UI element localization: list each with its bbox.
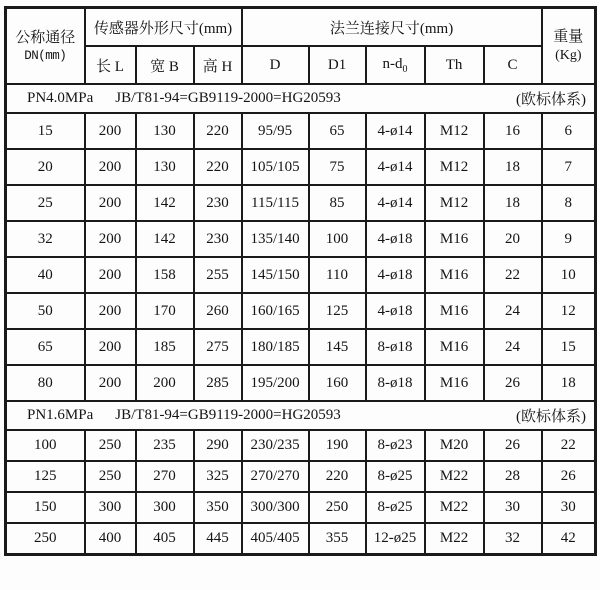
table-cell: 18 bbox=[484, 185, 542, 221]
table-cell: 12-ø25 bbox=[366, 523, 425, 555]
header-weight-unit: (Kg) bbox=[555, 48, 582, 63]
table-cell: 125 bbox=[309, 293, 366, 329]
table-cell: 235 bbox=[136, 430, 194, 461]
header-c: C bbox=[484, 46, 542, 84]
section-pn16-rows bbox=[6, 430, 596, 555]
table-cell: 170 bbox=[136, 293, 194, 329]
table-cell: 8-ø25 bbox=[366, 492, 425, 523]
table-cell: 180/185 bbox=[242, 329, 309, 365]
table-cell: M20 bbox=[425, 430, 484, 461]
table-cell: 130 bbox=[136, 113, 194, 149]
table-cell: 7 bbox=[542, 149, 596, 185]
table-cell: 30 bbox=[542, 492, 596, 523]
table-cell: 185 bbox=[136, 329, 194, 365]
table-cell: 250 bbox=[309, 492, 366, 523]
table-cell: 195/200 bbox=[242, 365, 309, 401]
table-cell: 80 bbox=[6, 365, 85, 401]
table-cell: 270/270 bbox=[242, 461, 309, 492]
header-dn-title: 公称通径 bbox=[15, 30, 76, 46]
table-cell: M12 bbox=[425, 113, 484, 149]
table-cell: 28 bbox=[484, 461, 542, 492]
table-cell: 220 bbox=[194, 113, 242, 149]
table-cell: 250 bbox=[85, 461, 136, 492]
table-cell: 145/150 bbox=[242, 257, 309, 293]
table-cell: M22 bbox=[425, 461, 484, 492]
table-cell: 115/115 bbox=[242, 185, 309, 221]
table-cell: 10 bbox=[542, 257, 596, 293]
header-sensor-group: 传感器外形尺寸(mm) bbox=[85, 8, 242, 47]
section-pn-label: PN1.6MPa bbox=[27, 407, 94, 423]
table-cell: 50 bbox=[6, 293, 85, 329]
table-cell: 24 bbox=[484, 329, 542, 365]
header-flange-group: 法兰连接尺寸(mm) bbox=[242, 8, 542, 47]
table-cell: 130 bbox=[136, 149, 194, 185]
table-cell: 22 bbox=[484, 257, 542, 293]
table-cell: 220 bbox=[194, 149, 242, 185]
table-cell: M22 bbox=[425, 492, 484, 523]
table-cell: 230 bbox=[194, 185, 242, 221]
header-subcol-row bbox=[6, 46, 596, 84]
table-cell: 4-ø14 bbox=[366, 113, 425, 149]
section-note: (欧标体系) bbox=[516, 409, 587, 425]
table-cell: 8-ø18 bbox=[366, 329, 425, 365]
table-cell: 350 bbox=[194, 492, 242, 523]
table-cell: M22 bbox=[425, 523, 484, 555]
table-cell: 75 bbox=[309, 149, 366, 185]
table-cell: 230/235 bbox=[242, 430, 309, 461]
table-cell: 325 bbox=[194, 461, 242, 492]
table-cell: 250 bbox=[85, 430, 136, 461]
table-cell: 200 bbox=[85, 329, 136, 365]
table-cell: 160 bbox=[309, 365, 366, 401]
table-cell: 85 bbox=[309, 185, 366, 221]
table-cell: 200 bbox=[85, 293, 136, 329]
section-cell bbox=[6, 84, 596, 113]
table-cell: 300 bbox=[136, 492, 194, 523]
table-cell: 200 bbox=[85, 113, 136, 149]
table-cell: 8-ø18 bbox=[366, 365, 425, 401]
table-cell: M16 bbox=[425, 293, 484, 329]
table-header bbox=[6, 8, 596, 85]
table-cell: 4-ø14 bbox=[366, 185, 425, 221]
table-cell: 260 bbox=[194, 293, 242, 329]
table-cell: 200 bbox=[85, 365, 136, 401]
table-cell: 160/165 bbox=[242, 293, 309, 329]
section-inner bbox=[7, 88, 594, 109]
table-cell: 405 bbox=[136, 523, 194, 555]
table-cell: 26 bbox=[484, 365, 542, 401]
table-cell: 270 bbox=[136, 461, 194, 492]
table-cell: 100 bbox=[6, 430, 85, 461]
table-cell: 15 bbox=[6, 113, 85, 149]
section-cell bbox=[6, 401, 596, 430]
section-pn16-header bbox=[6, 401, 596, 430]
section-standard: JB/T81-94=GB9119-2000=HG20593 bbox=[115, 407, 341, 423]
table-cell: 4-ø18 bbox=[366, 293, 425, 329]
table-cell: 8-ø25 bbox=[366, 461, 425, 492]
table-cell: M12 bbox=[425, 149, 484, 185]
header-width: 宽 B bbox=[136, 46, 194, 84]
table-cell: 15 bbox=[542, 329, 596, 365]
table-cell: 200 bbox=[85, 257, 136, 293]
table-cell: 110 bbox=[309, 257, 366, 293]
table-cell: M16 bbox=[425, 221, 484, 257]
table-row bbox=[6, 492, 596, 523]
section-pn40-rows bbox=[6, 113, 596, 401]
table-cell: 8-ø23 bbox=[366, 430, 425, 461]
table-cell: M12 bbox=[425, 185, 484, 221]
section-pn-label: PN4.0MPa bbox=[27, 90, 94, 106]
table-cell: 16 bbox=[484, 113, 542, 149]
table-row bbox=[6, 365, 596, 401]
table-cell: 32 bbox=[484, 523, 542, 555]
table-row bbox=[6, 293, 596, 329]
table-cell: 25 bbox=[6, 185, 85, 221]
table-cell: 290 bbox=[194, 430, 242, 461]
table-cell: 30 bbox=[484, 492, 542, 523]
table-row bbox=[6, 185, 596, 221]
table-cell: 8 bbox=[542, 185, 596, 221]
table-cell: M16 bbox=[425, 365, 484, 401]
table-cell: 445 bbox=[194, 523, 242, 555]
table-cell: M16 bbox=[425, 257, 484, 293]
table-cell: 95/95 bbox=[242, 113, 309, 149]
table-cell: 26 bbox=[542, 461, 596, 492]
section-standard: JB/T81-94=GB9119-2000=HG20593 bbox=[115, 90, 341, 106]
header-group-row bbox=[6, 8, 596, 47]
table-row bbox=[6, 257, 596, 293]
table-row bbox=[6, 430, 596, 461]
table-row bbox=[6, 113, 596, 149]
table-cell: 255 bbox=[194, 257, 242, 293]
table-cell: 145 bbox=[309, 329, 366, 365]
header-dn bbox=[6, 8, 85, 85]
table-cell: 285 bbox=[194, 365, 242, 401]
header-th: Th bbox=[425, 46, 484, 84]
table-cell: 4-ø18 bbox=[366, 221, 425, 257]
header-nd0-sub: 0 bbox=[402, 63, 408, 75]
table-cell: 135/140 bbox=[242, 221, 309, 257]
table-cell: 105/105 bbox=[242, 149, 309, 185]
table-cell: 6 bbox=[542, 113, 596, 149]
table-cell: 230 bbox=[194, 221, 242, 257]
header-weight bbox=[542, 8, 596, 85]
table-cell: 405/405 bbox=[242, 523, 309, 555]
table-cell: 26 bbox=[484, 430, 542, 461]
section-pn40-header bbox=[6, 84, 596, 113]
table-cell: 300/300 bbox=[242, 492, 309, 523]
header-nd0-base: n-d bbox=[382, 55, 403, 72]
table-cell: 4-ø18 bbox=[366, 257, 425, 293]
table-cell: 42 bbox=[542, 523, 596, 555]
table-cell: 355 bbox=[309, 523, 366, 555]
table-cell: 200 bbox=[85, 149, 136, 185]
table-cell: 22 bbox=[542, 430, 596, 461]
table-cell: 40 bbox=[6, 257, 85, 293]
table-cell: 400 bbox=[85, 523, 136, 555]
table-cell: 24 bbox=[484, 293, 542, 329]
table-cell: 275 bbox=[194, 329, 242, 365]
table-cell: 18 bbox=[484, 149, 542, 185]
table-cell: 150 bbox=[6, 492, 85, 523]
table-cell: 18 bbox=[542, 365, 596, 401]
table-cell: M16 bbox=[425, 329, 484, 365]
table-cell: 158 bbox=[136, 257, 194, 293]
table-cell: 200 bbox=[85, 221, 136, 257]
header-dn-unit: DN(mm) bbox=[24, 49, 67, 63]
table-row bbox=[6, 149, 596, 185]
table-row bbox=[6, 461, 596, 492]
table-row bbox=[6, 329, 596, 365]
table-cell: 142 bbox=[136, 221, 194, 257]
header-weight-title: 重量 bbox=[553, 29, 584, 45]
table-cell: 20 bbox=[6, 149, 85, 185]
table-cell: 142 bbox=[136, 185, 194, 221]
header-height: 高 H bbox=[194, 46, 242, 84]
table-cell: 300 bbox=[85, 492, 136, 523]
table-cell: 200 bbox=[85, 185, 136, 221]
table-row bbox=[6, 523, 596, 555]
table-cell: 65 bbox=[6, 329, 85, 365]
table-cell: 20 bbox=[484, 221, 542, 257]
spec-table bbox=[4, 6, 597, 556]
table-cell: 190 bbox=[309, 430, 366, 461]
table-cell: 200 bbox=[136, 365, 194, 401]
section-row bbox=[6, 401, 596, 430]
header-length: 长 L bbox=[85, 46, 136, 84]
section-row bbox=[6, 84, 596, 113]
header-d1: D1 bbox=[309, 46, 366, 84]
table-cell: 32 bbox=[6, 221, 85, 257]
table-row bbox=[6, 221, 596, 257]
table-cell: 12 bbox=[542, 293, 596, 329]
table-cell: 250 bbox=[6, 523, 85, 555]
table-cell: 4-ø14 bbox=[366, 149, 425, 185]
table-cell: 125 bbox=[6, 461, 85, 492]
header-d: D bbox=[242, 46, 309, 84]
header-nd0 bbox=[366, 46, 425, 84]
section-inner bbox=[7, 405, 594, 426]
table-cell: 65 bbox=[309, 113, 366, 149]
section-note: (欧标体系) bbox=[516, 92, 587, 108]
table-cell: 100 bbox=[309, 221, 366, 257]
table-cell: 9 bbox=[542, 221, 596, 257]
table-cell: 220 bbox=[309, 461, 366, 492]
